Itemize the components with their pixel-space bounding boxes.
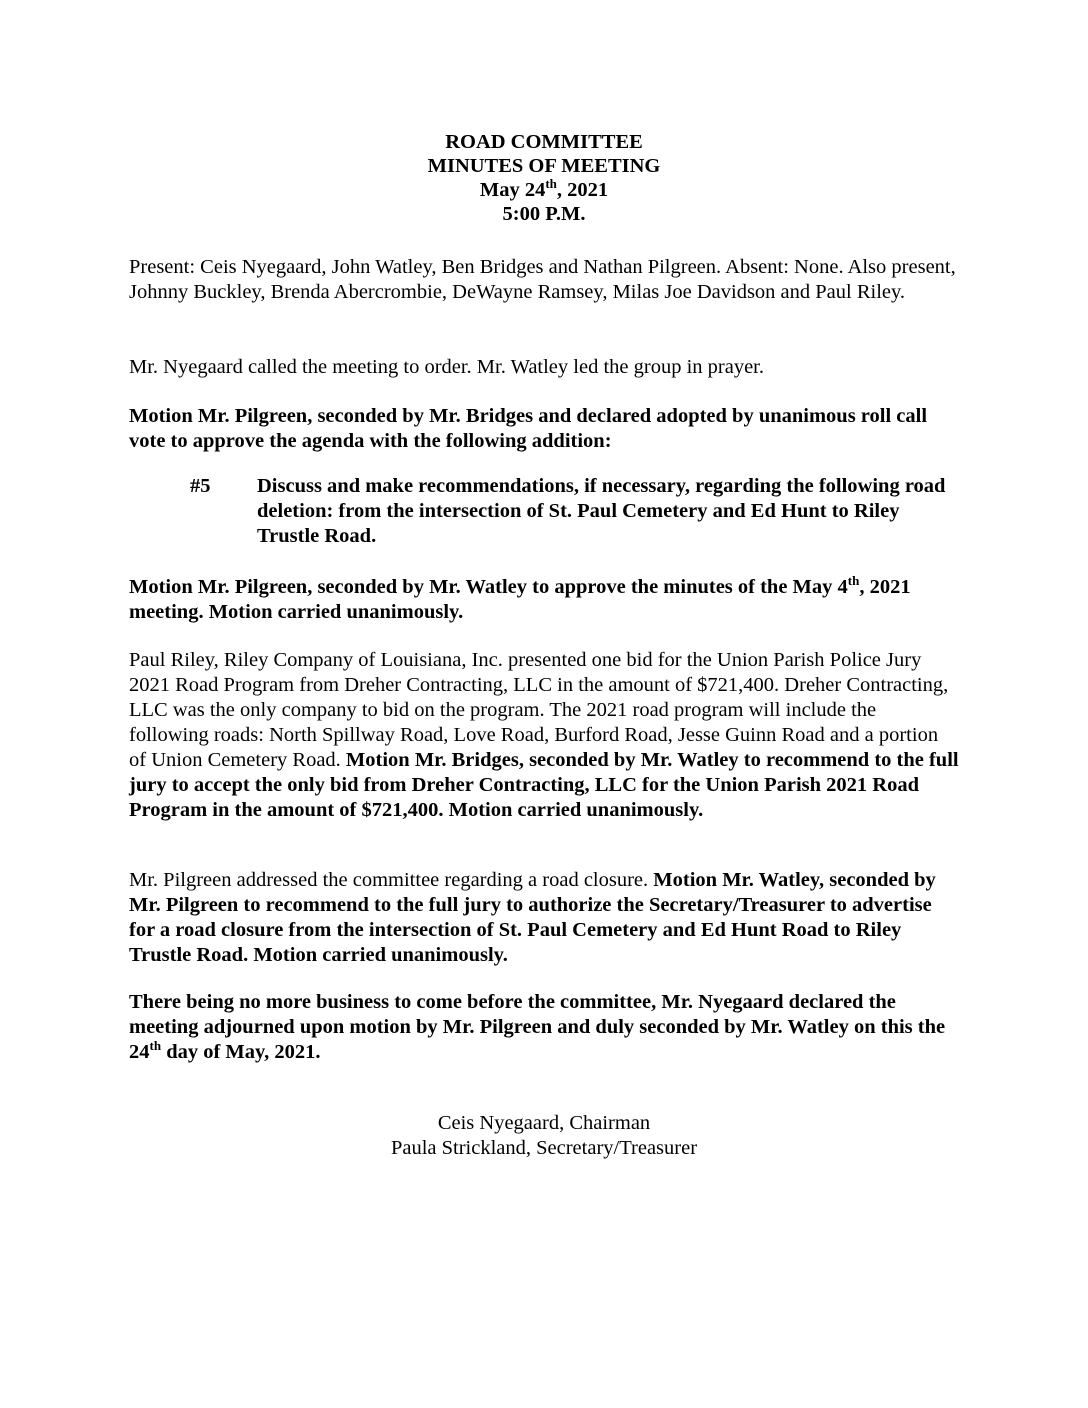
chairman-signature: Ceis Nyegaard, Chairman: [437, 1112, 651, 1134]
road-closure-paragraph: [129, 868, 959, 968]
road-closure-text: Mr. Pilgreen addressed the committee regarding a road closure.: [129, 869, 654, 891]
adjournment-prefix: There being no more business to come before the committee, Mr. Nyegaard declared the meeting adjourned upon motion by Mr. Pilgreen and duly seconded by Mr. Watley on this the 24: [129, 991, 946, 1063]
bid-motion-text: Motion Mr. Bridges, seconded by Mr. Watley to recommend to the full jury to accept the only bid from Dreher Contracting, LLC for the Union Parish 2021 Road Program in the amount of $721,400. Motion carried unanimously.: [129, 749, 959, 821]
bid-paragraph: [129, 648, 959, 823]
meeting-time: 5:00 P.M.: [502, 203, 586, 225]
meeting-date-sup: th: [545, 176, 557, 191]
call-to-order-paragraph: Mr. Nyegaard called the meeting to order. Mr. Watley led the group in prayer.: [129, 356, 764, 378]
meeting-date-prefix: May 24: [479, 179, 546, 201]
agenda-item-number: #5: [190, 475, 211, 497]
meeting-date: [0, 178, 1088, 202]
bid-text: Paul Riley, Riley Company of Louisiana, Inc. presented one bid for the Union Parish Police Jury 2021 Road Program from Dreher Contracting, LLC in the amount of $721,400. Dreher Contracting, LLC was the only company to bid on the program. The 2021 road program will include the following roads: North Spillway Road, Love Road, Burford Road, Jesse Guinn Road and a portion of Union Cemetery Road.: [129, 649, 949, 771]
road-closure-motion-text: Motion Mr. Watley, seconded by Mr. Pilgreen to recommend to the full jury to authorize the Secretary/Treasurer to advertise for a road closure from the intersection of St. Paul Cemetery and Ed Hunt Road to Riley Trustle Road. Motion carried unanimously.: [129, 869, 936, 966]
minutes-motion-sup: th: [847, 573, 860, 588]
minutes-motion-paragraph: [129, 575, 959, 625]
agenda-item-text: Discuss and make recommendations, if necessary, regarding the following road deletion: from the intersection of St. Paul Cemetery and Ed Hunt to Riley Trustle Road.: [257, 475, 946, 547]
adjournment-sup: th: [149, 1038, 162, 1053]
secretary-signature: Paula Strickland, Secretary/Treasurer: [390, 1137, 698, 1159]
signature-block: [0, 1111, 1088, 1161]
minutes-motion-suffix: , 2021 meeting. Motion carried unanimously.: [129, 576, 911, 623]
committee-title: ROAD COMMITTEE: [445, 131, 643, 153]
attendance-paragraph: Present: Ceis Nyegaard, John Watley, Ben Bridges and Nathan Pilgreen. Absent: None. Also present, Johnny Buckley, Brenda Abercrombie, DeWayne Ramsey, Milas Joe Davidson and Paul Riley.: [129, 256, 956, 303]
document-header: [0, 130, 1088, 226]
agenda-motion-paragraph: Motion Mr. Pilgreen, seconded by Mr. Bridges and declared adopted by unanimous roll call vote to approve the agenda with the following addition:: [129, 405, 928, 452]
minutes-title: MINUTES OF MEETING: [427, 155, 661, 177]
adjournment-paragraph: [129, 990, 959, 1065]
meeting-date-suffix: , 2021: [556, 179, 609, 201]
minutes-motion-prefix: Motion Mr. Pilgreen, seconded by Mr. Watley to approve the minutes of the May 4: [129, 576, 848, 598]
adjournment-suffix: day of May, 2021.: [161, 1041, 321, 1063]
